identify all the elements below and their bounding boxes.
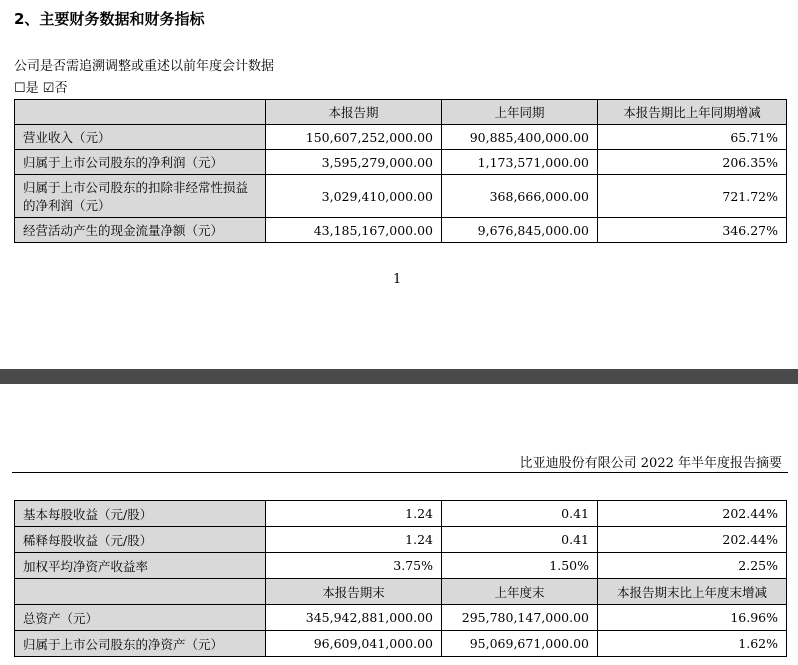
table-row (15, 605, 787, 631)
current-period-value: 1.24 (266, 527, 442, 553)
header-cell: 本报告期末比上年度末增减 (598, 579, 787, 605)
section-heading: 2、主要财务数据和财务指标 (14, 10, 205, 28)
prior-year-end-value: 95,069,671,000.00 (442, 631, 598, 657)
change-percent: 346.27% (598, 218, 787, 243)
header-cell: 本报告期比上年同期增减 (598, 100, 787, 125)
change-percent: 202.44% (598, 527, 787, 553)
page-number: 1 (393, 272, 402, 287)
row-label: 经营活动产生的现金流量净额（元） (15, 218, 266, 243)
table-row (15, 631, 787, 657)
current-period-value: 3.75% (266, 553, 442, 579)
table-row (15, 150, 787, 175)
restatement-question: 公司是否需追溯调整或重述以前年度会计数据 (14, 59, 275, 74)
current-period-value: 3,595,279,000.00 (266, 150, 442, 175)
header-rule (12, 472, 788, 473)
prior-period-value: 1.50% (442, 553, 598, 579)
row-label: 基本每股收益（元/股） (15, 501, 266, 527)
prior-period-value: 90,885,400,000.00 (442, 125, 598, 150)
row-label: 营业收入（元） (15, 125, 266, 150)
restatement-options: ☐是 ☑否 (14, 81, 68, 96)
prior-period-value: 0.41 (442, 527, 598, 553)
prior-period-value: 0.41 (442, 501, 598, 527)
table-row (15, 501, 787, 527)
current-period-value: 43,185,167,000.00 (266, 218, 442, 243)
period-end-value: 345,942,881,000.00 (266, 605, 442, 631)
financial-indicators-table (14, 500, 787, 657)
financial-data-table (14, 99, 787, 243)
header-cell (15, 100, 266, 125)
page-divider (0, 369, 798, 384)
header-cell: 本报告期末 (266, 579, 442, 605)
row-label: 总资产（元） (15, 605, 266, 631)
change-percent: 206.35% (598, 150, 787, 175)
header-cell: 上年度末 (442, 579, 598, 605)
change-percent: 65.71% (598, 125, 787, 150)
row-label: 归属于上市公司股东的净资产（元） (15, 631, 266, 657)
row-label: 归属于上市公司股东的扣除非经常性损益的净利润（元） (15, 175, 266, 218)
table-header-row (15, 579, 787, 605)
header-cell: 上年同期 (442, 100, 598, 125)
period-end-value: 96,609,041,000.00 (266, 631, 442, 657)
row-label: 归属于上市公司股东的净利润（元） (15, 150, 266, 175)
current-period-value: 3,029,410,000.00 (266, 175, 442, 218)
change-percent: 202.44% (598, 501, 787, 527)
table-row (15, 527, 787, 553)
change-percent: 2.25% (598, 553, 787, 579)
prior-period-value: 368,666,000.00 (442, 175, 598, 218)
change-percent: 16.96% (598, 605, 787, 631)
table-header-row (15, 100, 787, 125)
table-row (15, 553, 787, 579)
table-row (15, 218, 787, 243)
current-period-value: 1.24 (266, 501, 442, 527)
table-row (15, 175, 787, 218)
header-cell (15, 579, 266, 605)
prior-year-end-value: 295,780,147,000.00 (442, 605, 598, 631)
change-percent: 1.62% (598, 631, 787, 657)
header-cell: 本报告期 (266, 100, 442, 125)
prior-period-value: 9,676,845,000.00 (442, 218, 598, 243)
row-label: 稀释每股收益（元/股） (15, 527, 266, 553)
current-period-value: 150,607,252,000.00 (266, 125, 442, 150)
report-header-title: 比亚迪股份有限公司 2022 年半年度报告摘要 (519, 456, 782, 471)
prior-period-value: 1,173,571,000.00 (442, 150, 598, 175)
change-percent: 721.72% (598, 175, 787, 218)
row-label: 加权平均净资产收益率 (15, 553, 266, 579)
table-row (15, 125, 787, 150)
